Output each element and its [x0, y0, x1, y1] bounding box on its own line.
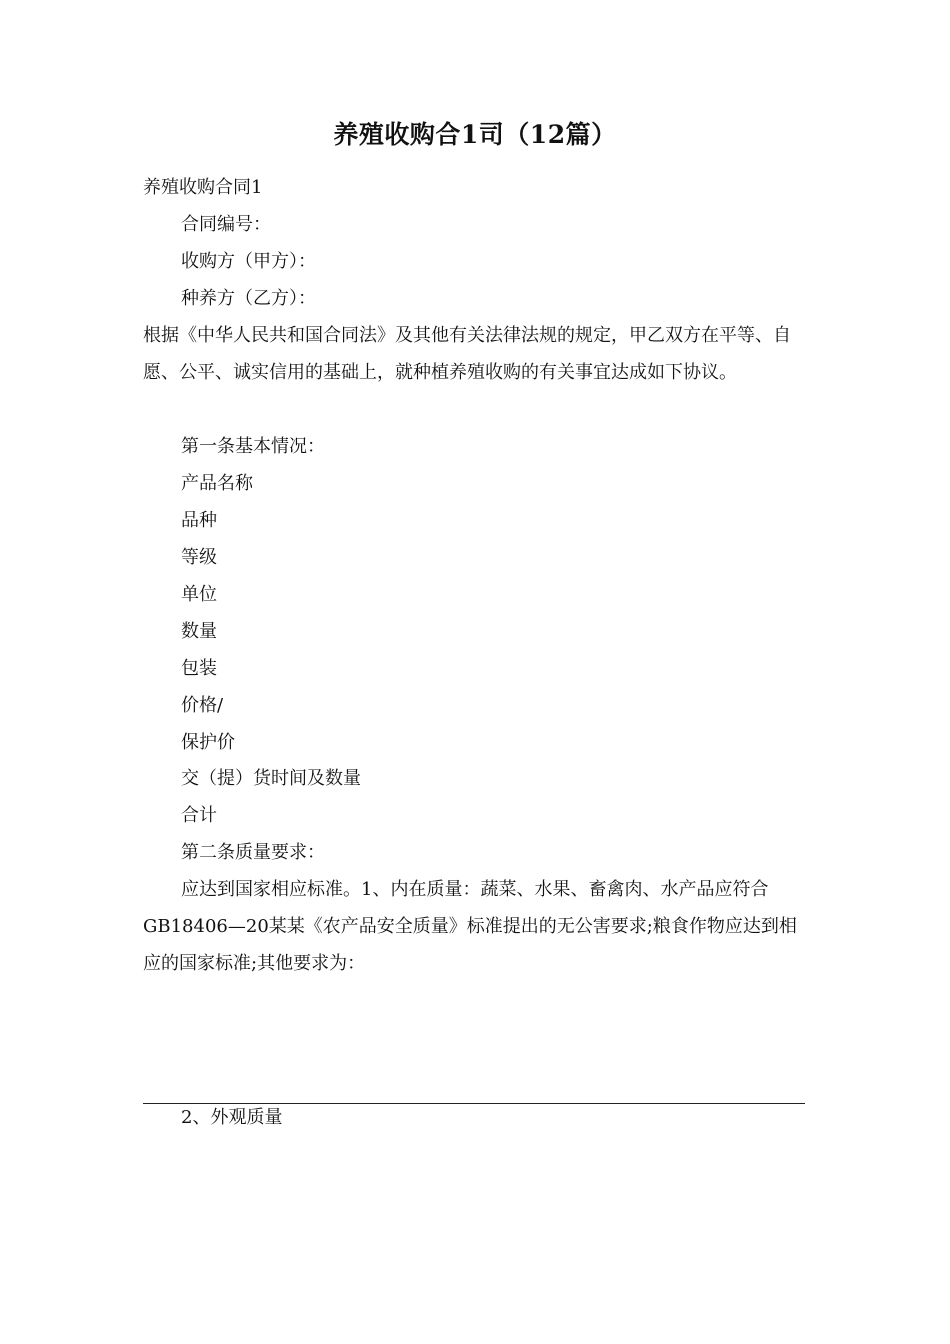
article1-item: 产品名称: [181, 473, 253, 494]
article1-item: 合计: [181, 805, 217, 826]
blank-fill-line: [143, 1103, 805, 1104]
article1-item: 品种: [181, 510, 217, 531]
buyer-label: 收购方（甲方）：: [181, 251, 316, 272]
article1-item: 交（提）货时间及数量: [181, 768, 361, 789]
article1-item: 保护价: [181, 732, 235, 753]
contract-number-label: 合同编号：: [181, 214, 271, 235]
article1-item: 等级: [181, 547, 217, 568]
article1-heading: 第一条基本情况：: [181, 436, 325, 457]
article1-item: 包装: [181, 658, 217, 679]
article2-heading: 第二条质量要求：: [181, 842, 325, 863]
grower-label: 种养方（乙方）：: [181, 288, 316, 309]
appearance-quality-heading: 2、外观质量: [181, 1107, 283, 1128]
preamble-paragraph: 根据《中华人民共和国合同法》及其他有关法律法规的规定，甲乙双方在平等、自愿、公平、诚实信用的基础上，就种植养殖收购的有关事宜达成如下协议。: [143, 325, 791, 383]
document-title: 养殖收购合1司（12篇）: [333, 120, 617, 149]
article1-item: 单位: [181, 584, 217, 605]
article1-item: 数量: [181, 621, 217, 642]
article1-item: 价格/: [181, 695, 224, 716]
article2-paragraph: 应达到国家相应标准。1、内在质量：蔬菜、水果、畜禽肉、水产品应符合GB18406—20某某《农产品安全质量》标准提出的无公害要求;粮食作物应达到相应的国家标准;其他要求为：: [143, 879, 797, 974]
contract-subtitle: 养殖收购合同1: [143, 177, 263, 198]
